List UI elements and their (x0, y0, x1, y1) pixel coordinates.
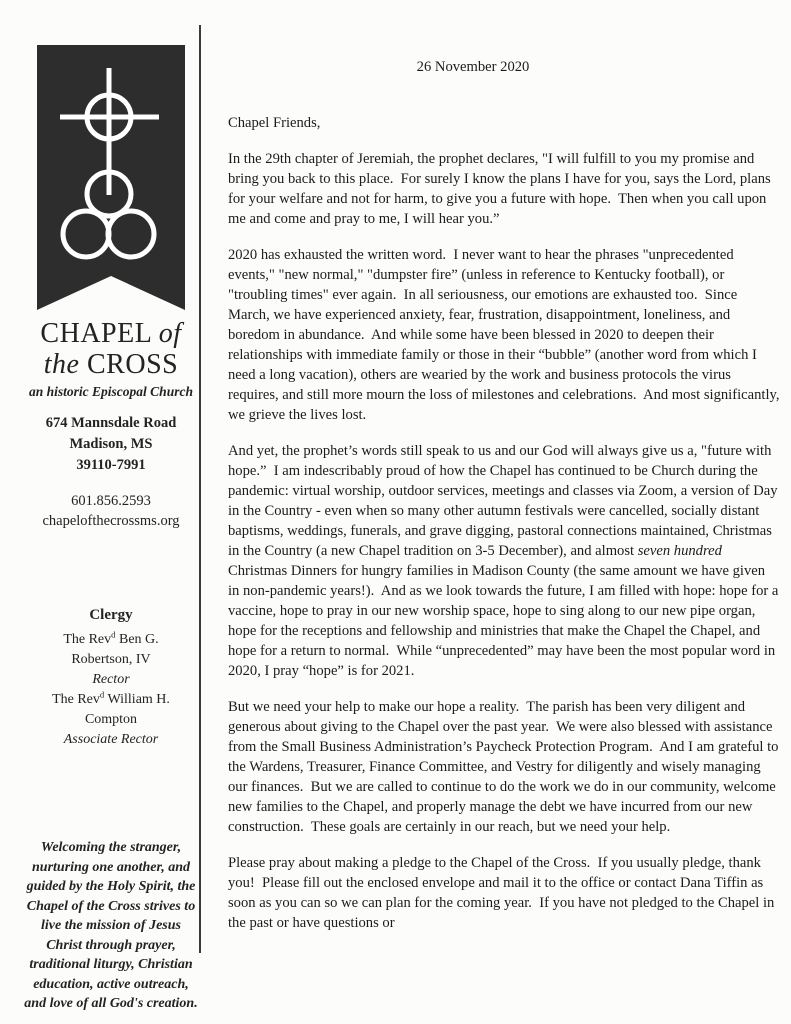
letter-paragraphs (228, 149, 784, 933)
church-name-line: CHAPEL of (40, 318, 182, 349)
letter-date: 26 November 2020 (416, 59, 530, 75)
church-website: chapelofthecrossms.org (42, 513, 180, 529)
letter-paragraph: But we need your help to make our hope a reality. The parish has been very diligent and generous about giving to the Chapel over the past year. We were also blessed with assistance from the Small Business Administration’s Paycheck Protection Program. And I am grateful to the Wardens, Treasurer, Finance Committee, and Vestry for diligently and wisely managing our finances. But we are called to continue to do the work we do in our community, welcome new families to the Chapel, and properly manage the debt we have incurred from our new construction. These goals are certainly in our reach, but we need your help. (228, 699, 783, 835)
mission-statement: Welcoming the stranger, nurturing one another, and guided by the Holy Spirit, the Chapel of the Cross strives to live the mission of Jesus Christ through prayer, traditional liturgy, Christian education, active outreach, and love of all God's creation. (24, 840, 198, 1011)
clergy-line: Robertson, IV (71, 652, 151, 667)
letter-paragraph: 2020 has exhausted the written word. I never want to hear the phrases "unprecedented events," "new normal," "dumpster fire” (unless in reference to Kentucky football), or "troubling times" ever again. In all seriousness, our emotions are exhausted too. Since March, we have experienced anxiety, fear, frustration, disappointment, loneliness, and boredom in abundance. And while some have been blessed in 2020 to deepen their relationships with immediate family or those in their “bubble” (another word from which I need a long vacation), others are wearied by the work and business protocols the virus requires, and still more mourn the loss of milestones and celebrations. And most significantly, we grieve the lives lost. (228, 247, 784, 423)
church-tagline: an historic Episcopal Church (29, 384, 193, 399)
address-line: 39110-7991 (76, 457, 146, 473)
page-fold-line (199, 25, 201, 953)
clergy-line: The Rev$^d$ Ben G. (63, 629, 159, 647)
clergy-heading: Clergy (89, 607, 133, 623)
church-phone: 601.856.2593 (71, 493, 151, 509)
letter-body (228, 57, 784, 933)
letter-paragraph: In the 29th chapter of Jeremiah, the prophet declares, "I will fulfill to you my promise and bring you back to this place. For surely I know the plans I have for you, says the Lord, plans for your welfare and not for harm, to give you a future with hope. Then when you call upon me and come and pray to me, I will hear you.” (228, 151, 775, 227)
church-contact (24, 491, 198, 531)
clergy-list (24, 630, 198, 750)
letter-paragraph: Please pray about making a pledge to the Chapel of the Cross. If you usually pledge, thank you! Please fill out the enclosed envelope and mail it to the office or contact Dana Tiffin as soon as you can so we can plan for the coming year. If you have not pledged to the Chapel in the past or have questions or (228, 855, 778, 931)
church-logo-banner (37, 45, 185, 311)
clergy-line: Associate Rector (63, 732, 159, 747)
sidebar (24, 45, 198, 1014)
clergy-line: Rector (92, 672, 130, 687)
address-line: 674 Mannsdale Road (45, 415, 177, 431)
clergy-line: The Rev$^d$ William H. (52, 689, 170, 707)
address-line: Madison, MS (69, 436, 153, 452)
letter-paragraph: And yet, the prophet’s words still speak to us and our God will always give us a, "future with hope.” I am indescribably proud of how the Chapel has continued to be Church during the pandemic: virtual worship, outdoor services, meetings and classes via Zoom, a version of Day in the Country - even when so many other autumn festivals were cancelled, socially distant baptisms, weddings, funerals, and grave digging, pastoral connections maintained, Christmas in the Country (a new Chapel tradition on 3-5 December), and almost seven hundred Christmas Dinners for hungry families in Madison County (the same amount we have given in non-pandemic years!). And as we look towards the future, I am filled with hope: hope for a vaccine, hope to pray in our new worship space, hope to sing along to our new pipe organ, hope for the receptions and fellowship and ministries that make the Chapel the Chapel, and hope for a return to normal. While “unprecedented” may have been the most popular word in 2020, I pray “hope” is for 2021. (228, 443, 783, 679)
church-address (24, 413, 198, 476)
letter-salutation: Chapel Friends, (228, 115, 321, 131)
clergy-line: Compton (84, 712, 138, 727)
church-name-line: the CROSS (43, 349, 179, 380)
church-name (24, 318, 198, 380)
